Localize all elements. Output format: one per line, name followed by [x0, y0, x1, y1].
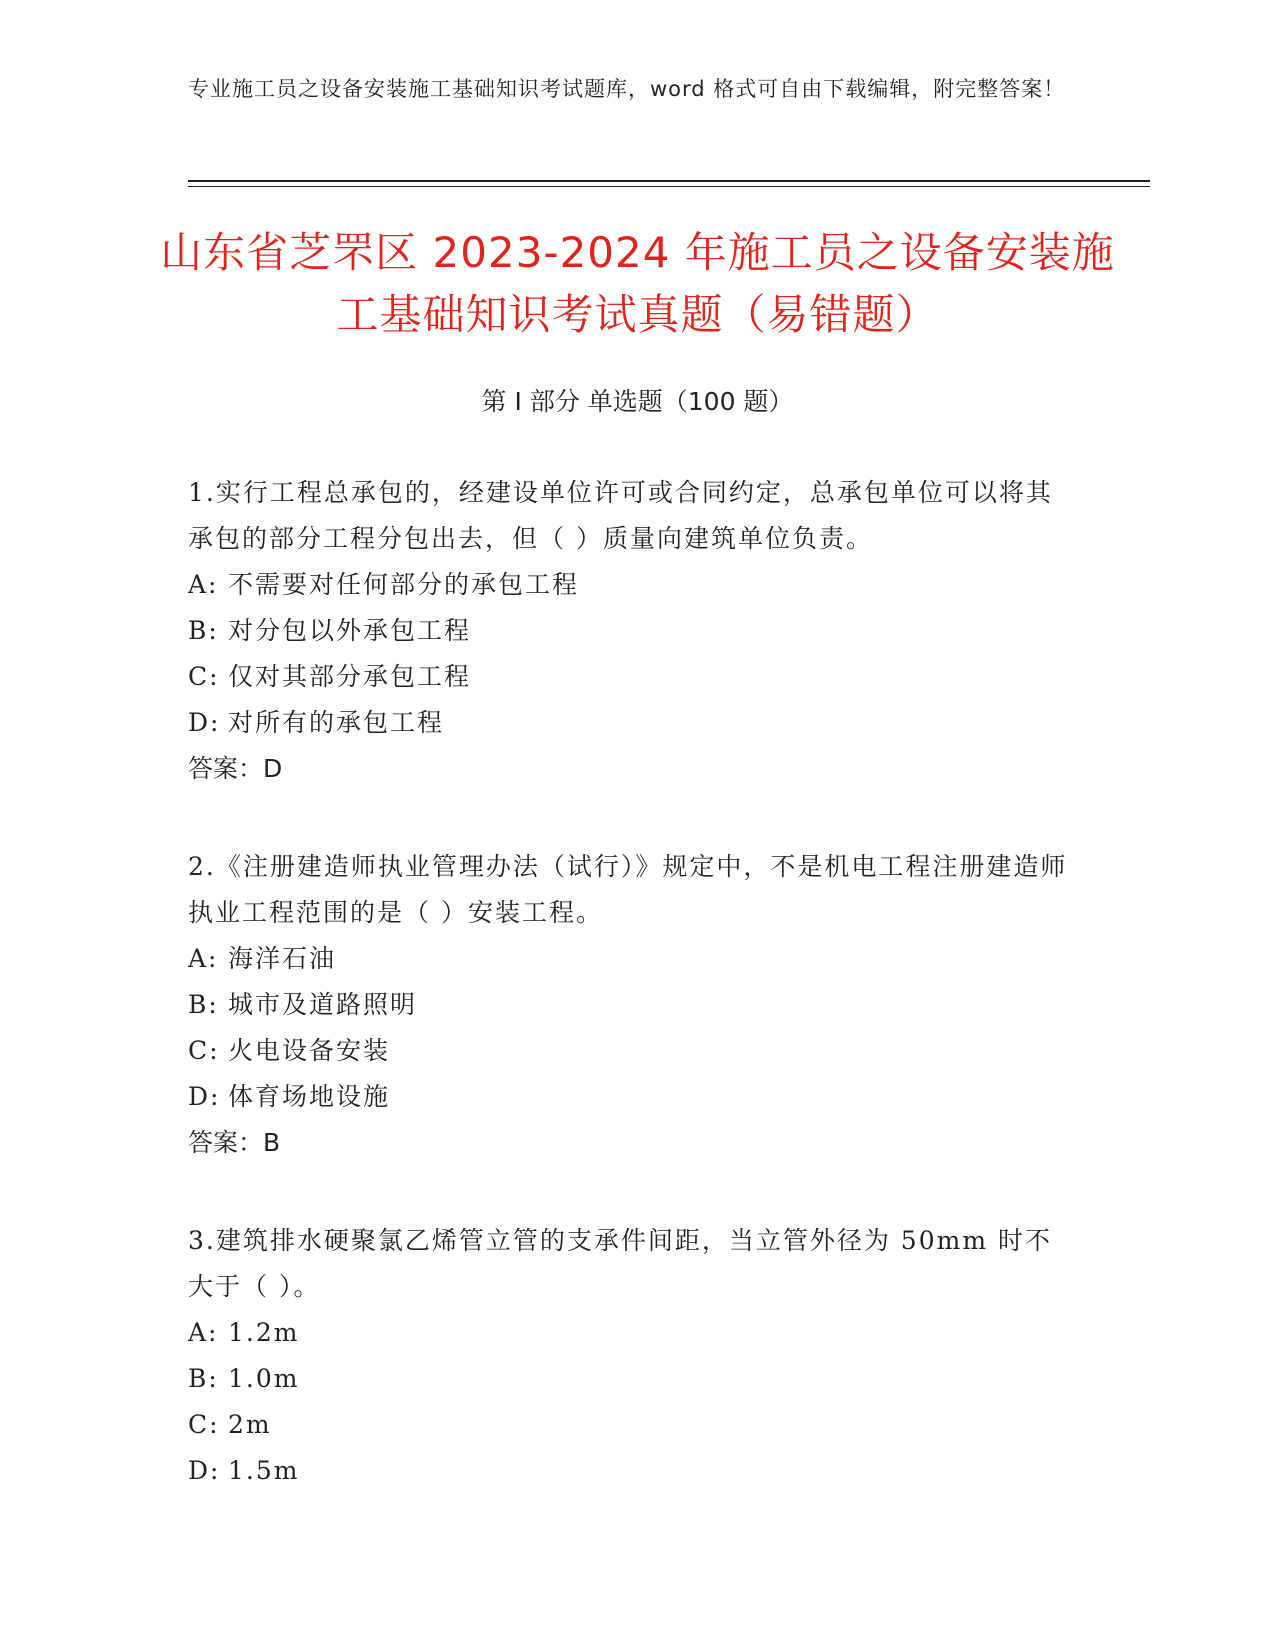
option-key: C: — [188, 1036, 220, 1065]
option-key: A: — [188, 570, 219, 599]
option-text: 火电设备安装 — [228, 1036, 391, 1065]
option-text: 海洋石油 — [228, 944, 337, 973]
option-text: 不需要对任何部分的承包工程 — [228, 570, 580, 599]
option-text: 1.0m — [228, 1364, 300, 1393]
option-c — [188, 654, 1068, 700]
option-text: 1.5m — [228, 1456, 300, 1485]
option-a — [188, 1310, 1068, 1356]
option-b — [188, 982, 1068, 1028]
option-key: D: — [188, 708, 221, 737]
option-d — [188, 1448, 1068, 1494]
option-key: C: — [188, 662, 220, 691]
header-rule-thick — [188, 180, 1150, 182]
option-key: A: — [188, 944, 219, 973]
option-text: 1.2m — [228, 1318, 300, 1347]
option-key: B: — [188, 1364, 219, 1393]
question-text: 1.实行工程总承包的，经建设单位许可或合同约定，总承包单位可以将其承包的部分工程分包出去，但（ ）质量向建筑单位负责。 — [188, 478, 1053, 553]
option-a — [188, 562, 1068, 608]
header-rule-thin — [188, 186, 1150, 187]
option-text: 体育场地设施 — [228, 1082, 391, 1111]
option-text: 对所有的承包工程 — [228, 708, 445, 737]
option-text: 城市及道路照明 — [228, 990, 418, 1019]
question-text: 3.建筑排水硬聚氯乙烯管立管的支承件间距，当立管外径为 50mm 时不大于（ ）。 — [188, 1226, 1052, 1301]
question-list — [188, 470, 1068, 1546]
option-key: B: — [188, 990, 219, 1019]
option-text: 2m — [228, 1410, 272, 1439]
question-3 — [188, 1218, 1068, 1494]
question-1 — [188, 470, 1068, 792]
option-d — [188, 700, 1068, 746]
option-key: D: — [188, 1082, 221, 1111]
question-text: 2.《注册建造师执业管理办法（试行）》规定中，不是机电工程注册建造师执业工程范围的是（ ）安装工程。 — [188, 852, 1068, 927]
section-heading: 第 I 部分 单选题（100 题） — [481, 387, 794, 416]
option-c — [188, 1028, 1068, 1074]
option-key: D: — [188, 1456, 221, 1485]
option-key: B: — [188, 616, 219, 645]
option-b — [188, 1356, 1068, 1402]
option-text: 对分包以外承包工程 — [228, 616, 472, 645]
option-c — [188, 1402, 1068, 1448]
answer-line: 答案：B — [188, 1128, 281, 1157]
option-b — [188, 608, 1068, 654]
answer-line: 答案：D — [188, 754, 283, 783]
option-d — [188, 1074, 1068, 1120]
option-key: C: — [188, 1410, 220, 1439]
document-title: 山东省芝罘区 2023-2024 年施工员之设备安装施工基础知识考试真题（易错题） — [160, 228, 1115, 339]
header-note: 专业施工员之设备安装施工基础知识考试题库，word 格式可自由下载编辑，附完整答案！ — [188, 77, 1066, 101]
option-text: 仅对其部分承包工程 — [228, 662, 472, 691]
option-a — [188, 936, 1068, 982]
question-2 — [188, 844, 1068, 1166]
option-key: A: — [188, 1318, 219, 1347]
